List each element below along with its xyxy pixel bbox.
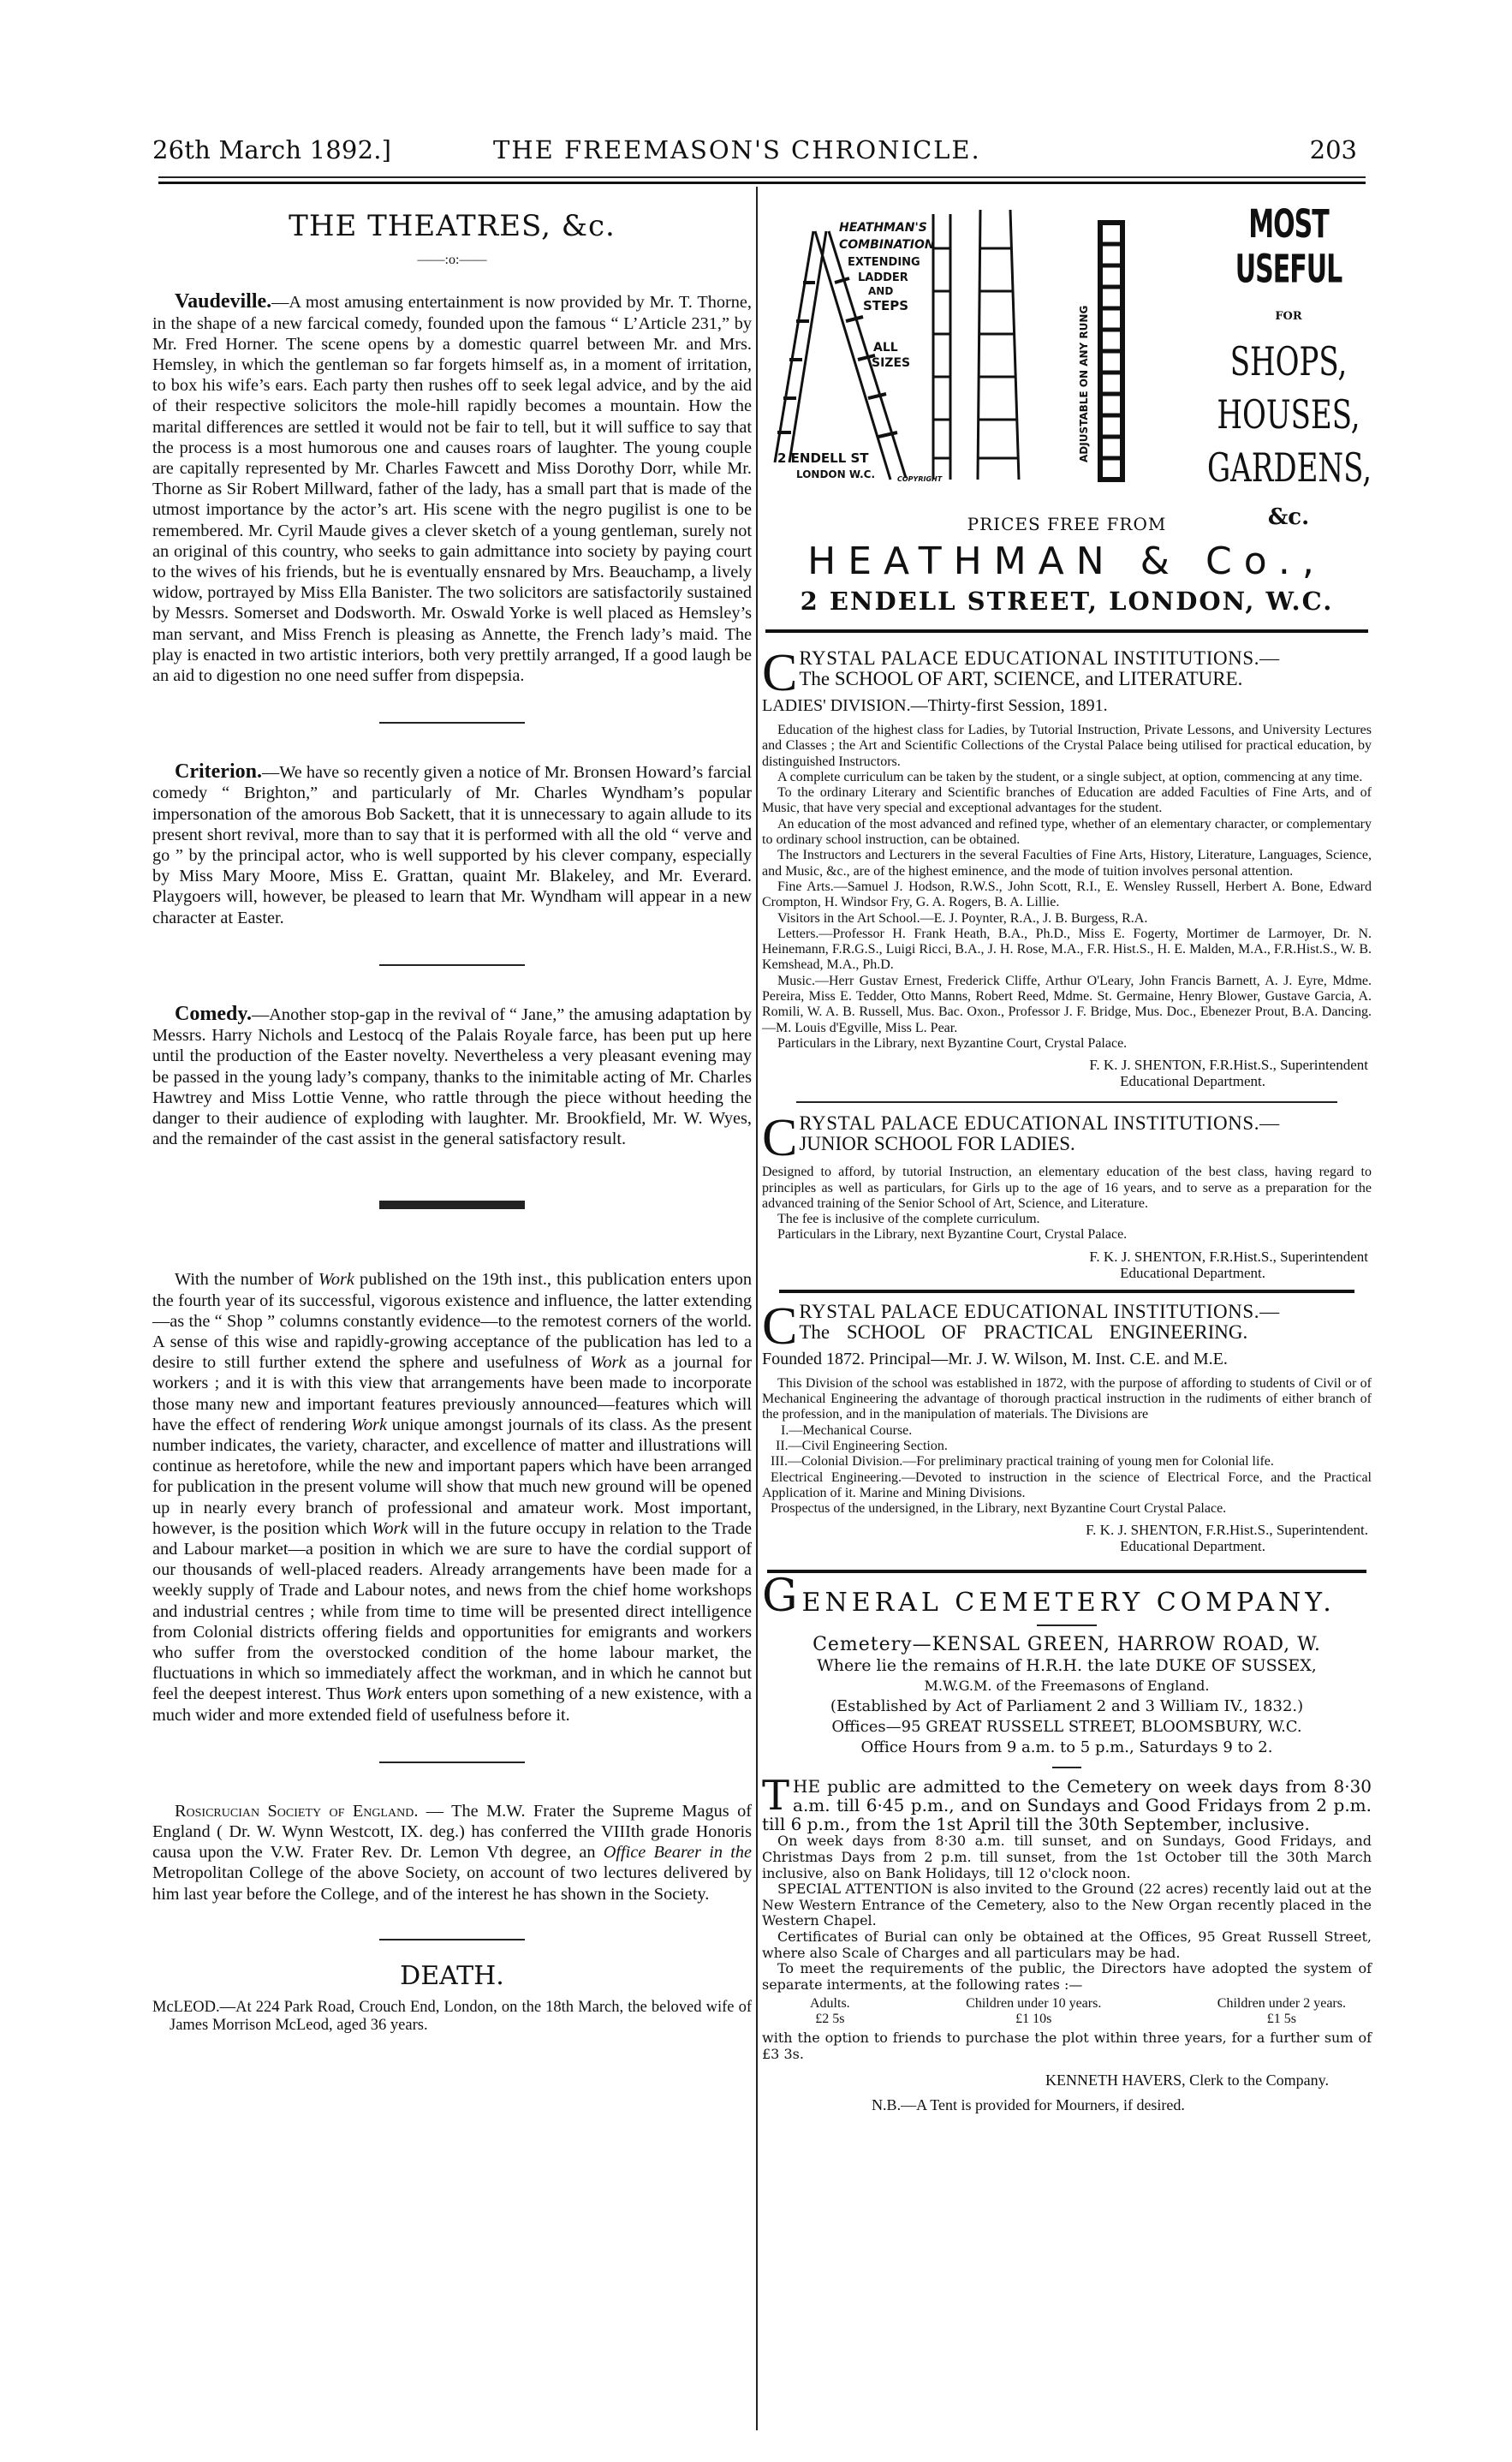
- svg-text:SIZES: SIZES: [872, 356, 911, 370]
- rate-children-10: [966, 1996, 1101, 2027]
- small-rule: [1037, 1624, 1097, 1626]
- italic-work: Work: [318, 1270, 354, 1290]
- svg-text:LADDER: LADDER: [858, 271, 908, 284]
- paragraph: To the ordinary Literary and Scientific branches of Education are added Faculties of Fine Arts, and of Music, that have very special and exceptional advantages for the student.: [762, 785, 1372, 816]
- italic-work: Work: [350, 1415, 388, 1434]
- article-criterion: [152, 761, 752, 928]
- article-body: —Another stop-gap in the revival of “ Jane,” the amusing adaptation by Messrs. Harry Nichols and Lestocq of the Palais Royale farce, has been put up here until the production of the Easter novelty. Nevertheless a very pleasant evening may be passed in the young lady’s company, thanks to the inimitable acting of Mr. Charles Hawtrey and Miss Lottie Venne, who rattle through the piece without heeding the danger to their audience of exploding with laughter. Mr. Brookfield, Mr. W. Wyes, and the remainder of the cast assist in the general satisfactory result.: [152, 1004, 752, 1149]
- ad-subheading: LADIES' DIVISION.—Thirty-first Session, 1891.: [762, 696, 1108, 715]
- double-separator: [379, 1201, 525, 1209]
- masthead: [152, 135, 1398, 170]
- signature: [762, 1057, 1372, 1089]
- text: will in the future occupy in relation to the Trade and Labour market—a position in which we are sure to have the cordial support of our thousands of well-placed readers. Already arrangements have been made for a weekly supply of Trade and Labour notes, and news from the chief home workshops and industrial centres ; while from time to time will be presented direct intelligence from Colonial districts offering fields and opportunities for emigrants and workers who suffer from the overstocked condition of the home labour market, the fluctuations in which so immediately affect the workman, and in which he cannot but feel the deepest interest. Thus: [152, 1518, 752, 1704]
- ad-heading: [762, 644, 1372, 702]
- rate-label: Children under 10 years.: [966, 1996, 1102, 2012]
- signature-dept: Educational Department.: [1120, 1264, 1265, 1281]
- division-item: III.—Colonial Division.—For preliminary practical training of young men for Colonial life.: [771, 1454, 1274, 1469]
- thin-rule: [796, 1101, 1337, 1103]
- heading-line: RYSTAL PALACE EDUCATIONAL INSTITUTIONS.—: [799, 647, 1280, 669]
- thick-rule: [767, 1570, 1366, 1573]
- article-body: —A most amusing entertainment is now provided by Mr. T. Thorne, in the shape of a new farcical comedy, founded upon the famous “ L’Article 231,” by Mr. Fred Horner. The scene opens by a domestic quarrel between Mr. and Mrs. Hemsley, in which the gentleman so far forgets himself as, in a moment of irritation, to box his wife’s ears. Each party then rushes off to seek legal advice, and by the aid of their respective solicitors the mole-hill rapidly becomes a mountain. How the marital differences are settled it would not be fair to tell, but it will suffice to say that the process is a most humorous one and causes roars of laughter. The young couple are capitally represented by Mr. Charles Fawcett and Miss Dorothy Dorr, while Mr. Thorne as Sir Robert Millward, father of the lady, has a small part that is made of the utmost importance by the actor’s art. His scene with the negro pugilist is one to be remembered. Mr. Cyril Maude gives a clever sketch of a young gentleman, surely not an original of this country, who seeks to gain admittance into society by paying court to the wives of his friends, but he is eventually ensnared by Mrs. Beauchamp, a lively widow, portrayed by Miss Ella Banister. The two solicitors are satisfactorily sustained by Messrs. Somerset and Dodsworth. Mr. Oswald Yorke is well placed as Hemsley’s man servant, and Miss French is pleasing as Annette, the French lady’s maid. The play is enacted in two artistic interiors, both very prettily arranged, If a good laugh be an aid to digestion no one need suffer from dispepsia.: [152, 293, 752, 686]
- paragraph: Music.—Herr Gustav Ernest, Frederick Cliffe, Arthur O'Leary, John Francis Barnett, A. J. Eyre, Mdme. Pereira, Miss E. Tedder, Otto Manns, Robert Reed, Mdme. St. Germaine, Henry Blower, Gustave Garcia, A. Romili, W. A. B. Russell, Mus. Bac. Oxon., Professor J. F. Bridge, Mus. Doc., Ebenezer Prout, B.A. Dancing.—M. Louis d'Egville, Miss L. Pear.: [762, 973, 1372, 1035]
- svg-text:EXTENDING: EXTENDING: [848, 256, 920, 269]
- paragraph: [762, 1772, 1372, 1835]
- ad-body: [762, 1772, 1372, 1993]
- ad-heading: [762, 1571, 1372, 1623]
- article-lead: Comedy.: [175, 1002, 252, 1025]
- ad-body: [762, 1161, 1372, 1243]
- italic-text: Office Bearer in the: [603, 1843, 752, 1863]
- paragraph: This Division of the school was established in 1872, with the purpose of affording to students of Civil or of Mechanical Engineering the advantage of thorough practical instruction in the rudiments of either branch of the profession, and in the manipulation of materials. The Divisions are: [762, 1375, 1372, 1422]
- division-item: II.—Civil Engineering Section.: [776, 1438, 948, 1453]
- rate-label: Adults.: [810, 1996, 850, 2012]
- page-number: 203: [1309, 135, 1357, 164]
- crystal-palace-junior-ad: [762, 1109, 1372, 1281]
- italic-work: Work: [372, 1518, 408, 1538]
- paragraph: Particulars in the Library, next Byzantine Court, Crystal Palace.: [777, 1035, 1128, 1051]
- ad-body: [762, 2030, 1372, 2062]
- rates-table: [762, 1996, 1372, 2027]
- death-title: DEATH.: [400, 1960, 504, 1991]
- rate-price: £1 5s: [1266, 2012, 1296, 2027]
- article-lead: Criterion.: [175, 760, 262, 784]
- heading-line: RYSTAL PALACE EDUCATIONAL INSTITUTIONS.—: [799, 1300, 1280, 1322]
- italic-work: Work: [590, 1353, 627, 1373]
- paragraph: Designed to afford, by tutorial Instruction, an elementary education of the best class, having regard to principles as well as particulars, for Girls up to the age of 16 years, and to serve as a preparation for the advanced training of the Senior School of Art, Science, and Literature.: [762, 1165, 1372, 1211]
- company-address: 2 ENDELL STREET, LONDON, W.C.: [800, 587, 1334, 616]
- section-separator: [379, 1762, 525, 1763]
- signature-name: F. K. J. SHENTON, F.R.Hist.S., Superintendent: [1089, 1248, 1368, 1265]
- paragraph: Fine Arts.—Samuel J. Hodson, R.W.S., John Scott, R.I., E. Wensley Russell, Herbert A. Bone, Edward Crompton, H. Windsor Fry, G. A. Rogers, B. A. Lillie.: [762, 879, 1372, 910]
- drop-cap: G: [762, 1571, 802, 1623]
- crystal-palace-engineering-ad: [762, 1297, 1372, 1555]
- thick-rule: [765, 629, 1368, 633]
- paragraph: An education of the most advanced and refined type, whether of an elementary character, or complementary to ordinary school instruction, can be obtained.: [762, 816, 1372, 848]
- svg-text:COPYRIGHT: COPYRIGHT: [897, 475, 943, 483]
- section-separator: [379, 722, 525, 724]
- signature-dept: Educational Department.: [1120, 1073, 1265, 1090]
- issue-date: 26th March 1892.]: [152, 135, 392, 164]
- signature-name: F. K. J. SHENTON, F.R.Hist.S., Superintendent: [1089, 1057, 1368, 1074]
- division-item: I.—Mechanical Course.: [781, 1422, 913, 1438]
- article-body: —We have so recently given a notice of Mr. Bronsen Howard’s farcial comedy “ Brighton,” and particularly of Mr. Charles Wyndham’s popular impersonation of the amorous Bob Sackett, that it is unnecessary to again allude to its present short revival, more than to say that it is performed with all the old “ verve and go ” by the principal actor, who is well supported by his clever company, especially by Miss Mary Moore, Miss E. Grattan, quaint Mr. Blakeley, and Mr. Everard. Playgoers will, however, be pleased to learn that Mr. Wyndham will appear in a new character at Easter.: [152, 763, 752, 927]
- ad-subheading: Founded 1872. Principal—Mr. J. W. Wilson, M. Inst. C.E. and M.E.: [762, 1349, 1228, 1368]
- signature: [762, 1522, 1372, 1554]
- masthead-rule: [158, 176, 1366, 178]
- rate-price: £1 10s: [1015, 2012, 1052, 2027]
- svg-text:AND: AND: [868, 285, 894, 297]
- article-lead: Rosicrucian Society of England.: [175, 1801, 419, 1821]
- death-notice: [152, 1960, 752, 2035]
- signature-dept: Educational Department.: [1120, 1538, 1265, 1555]
- ad-body: [762, 723, 1372, 1052]
- drop-cap: C: [762, 1109, 798, 1168]
- text: unique amongst journals of its class. As the present number indicates, the variety, character, and excellence of matter and illustrations will continue as heretofore, while the new and important papers which have been arranged for publication in the present volume will show that much new ground will be opened up in nearly every branch of professional and amateur work. Most important, however, is the position which: [152, 1415, 752, 1538]
- cemetery-line: Where lie the remains of H.R.H. the late DUKE OF SUSSEX,: [817, 1656, 1317, 1676]
- paragraph: SPECIAL ATTENTION is also invited to the Ground (22 acres) recently laid out at the New Western Entrance of the Cemetery, also to the New Organ recently placed in the Western Chapel.: [762, 1881, 1372, 1929]
- paragraph: Electrical Engineering.—Devoted to instruction in the science of Electrical Force, and the Practical Application of it. Marine and Mining Divisions.: [762, 1469, 1372, 1500]
- general-cemetery-ad: [762, 1571, 1372, 2113]
- svg-text:LONDON W.C.: LONDON W.C.: [796, 468, 876, 480]
- drop-cap: T: [762, 1772, 790, 1821]
- signature-name: F. K. J. SHENTON, F.R.Hist.S., Superintendent.: [1086, 1522, 1368, 1539]
- small-rule: [1052, 1767, 1081, 1768]
- rate-label: Children under 2 years.: [1217, 1996, 1346, 2012]
- rate-adults: [810, 1996, 850, 2027]
- heading-text: ENERAL CEMETERY COMPANY.: [801, 1588, 1336, 1618]
- ad-heading: [762, 1297, 1372, 1356]
- drop-cap: C: [762, 1297, 798, 1356]
- text: enters upon something of a new existence, with a much wider and more extended field of usefulness before it.: [152, 1684, 753, 1725]
- most-useful: MOST USEFUL: [1235, 202, 1342, 293]
- article-vaudeville: [152, 291, 752, 686]
- paragraph: Particulars in the Library, next Byzantine Court, Crystal Palace.: [777, 1227, 1128, 1243]
- paragraph: The fee is inclusive of the complete curriculum.: [777, 1212, 1040, 1227]
- paragraph: with the option to friends to purchase the plot within three years, for a further sum of £3 3s.: [762, 2030, 1372, 2062]
- article-lead: Vaudeville.: [175, 290, 272, 313]
- nota-bene: N.B.—A Tent is provided for Mourners, if desired.: [872, 2095, 1185, 2113]
- column-divider: [756, 187, 758, 2430]
- paragraph: Letters.—Professor H. Frank Heath, B.A., Ph.D., Miss E. Fogerty, Mortimer de Larmoyer, Dr. N. Heinemann, F.R.G.S., Luigi Ricci, B.A., J. H. Rose, M.A., F.R. Hist.S., H. E. Malden, M.A., F.R.Hist.S., W. B. Kemshead, M.A., Ph.D.: [762, 926, 1372, 973]
- death-body: —At 224 Park Road, Crouch End, London, on the 18th March, the beloved wife of James Morrison McLeod, aged 36 years.: [170, 1999, 752, 2034]
- thick-rule: [779, 1290, 1354, 1293]
- rate-price: £2 5s: [815, 2012, 845, 2027]
- ladder-illustration-icon: [762, 206, 1199, 497]
- signature: [762, 1249, 1372, 1281]
- gardens-label: GARDENS,: [1207, 445, 1372, 492]
- cemetery-offices: Offices—95 GREAT RUSSELL STREET, BLOOMSBURY, W.C.: [831, 1718, 1302, 1737]
- ad-tagline: [1207, 202, 1372, 530]
- death-lead: McLEOD.: [152, 1999, 220, 2016]
- svg-text:ALL: ALL: [873, 341, 898, 355]
- svg-text:COMBINATION: COMBINATION: [839, 238, 935, 252]
- prices-free-from: PRICES FREE FROM: [967, 514, 1167, 534]
- text: — The M.W. Frater the Supreme Magus of England ( Dr. W. Wynn Westcott, IX. deg.) has conferred the VIIIth grade Honoris causa upon the V.W. Frater Rev. Dr. Lemon Vth degree, an: [152, 1801, 752, 1863]
- paragraph: On week days from 8·30 a.m. till sunset, and on Sundays, Good Fridays, and Christmas Days from 2 p.m. till sunset, from the 1st October till the 30th March inclusive, also on Bank Holidays, till 12 o'clock noon.: [762, 1833, 1372, 1881]
- italic-work: Work: [365, 1684, 402, 1704]
- paragraph: The Instructors and Lecturers in the several Faculties of Fine Arts, History, Literature, Languages, Science, and Music, &c., are of the highest eminence, and the mode of tuition involves personal attention.: [762, 848, 1372, 879]
- article-work: [152, 1269, 752, 1725]
- for-label: FOR: [1275, 310, 1302, 323]
- paragraph: To meet the requirements of the public, the Directors have adopted the system of separate interments, at the following rates :—: [762, 1960, 1372, 1993]
- cemetery-line: M.W.G.M. of the Freemasons of England.: [924, 1678, 1210, 1695]
- text: published on the 19th inst., this publication enters upon the fourth year of its successful, vigorous existence and influence, the latter extending—as the “ Shop ” columns constantly evidence—to the remotest corners of the world. A sense of this wise and rapidly-growing acceptance of the publication has led to a desire to still further extend the sphere and usefulness of: [152, 1270, 752, 1373]
- text: With the number of: [175, 1270, 318, 1290]
- office-hours: Office Hours from 9 a.m. to 5 p.m., Saturdays 9 to 2.: [860, 1738, 1273, 1757]
- masthead-rule-thick: [158, 182, 1366, 184]
- svg-text:STEPS: STEPS: [863, 298, 909, 313]
- rate-children-2: [1217, 1996, 1346, 2027]
- ad-body: [762, 1376, 1372, 1517]
- section-separator: [379, 1939, 525, 1940]
- paragraph: A complete curriculum can be taken by the student, or a single subject, at option, commencing at any time.: [777, 769, 1363, 784]
- shops-label: SHOPS,: [1229, 339, 1348, 385]
- ad-heading: [762, 1109, 1372, 1168]
- heading-line: RYSTAL PALACE EDUCATIONAL INSTITUTIONS.—: [799, 1112, 1280, 1135]
- heading-line: The SCHOOL OF ART, SCIENCE, and LITERATURE.: [799, 668, 1243, 689]
- paragraph: Prospectus of the undersigned, in the Library, next Byzantine Court Crystal Palace.: [771, 1501, 1227, 1517]
- text: as a journal for workers ; and it is with this view that arrangements have been made to incorporate those many new and important features previously announced—features which will have the effect of rendering: [152, 1353, 752, 1434]
- heading-line: JUNIOR SCHOOL FOR LADIES.: [799, 1133, 1075, 1155]
- right-column: [762, 202, 1372, 2114]
- paragraph: Education of the highest class for Ladies, by Tutorial Instruction, Private Lessons, and University Lectures and Classes ; the Art and Scientific Collections of the Crystal Palace being utilised for practical education, by distinguished Instructors.: [762, 723, 1372, 769]
- paragraph: Certificates of Burial can only be obtained at the Offices, 95 Great Russell Street, where also Scale of Charges and all particulars may be had.: [762, 1928, 1372, 1961]
- svg-text:2 ENDELL ST: 2 ENDELL ST: [777, 450, 869, 466]
- etc-label: &c.: [1267, 504, 1310, 530]
- cemetery-line: (Established by Act of Parliament 2 and 3 William IV., 1832.): [830, 1697, 1304, 1716]
- clerk-signature: KENNETH HAVERS, Clerk to the Company.: [1045, 2071, 1329, 2089]
- drop-cap: C: [762, 644, 798, 702]
- svg-text:HEATHMAN'S: HEATHMAN'S: [839, 221, 927, 235]
- text: Metropolitan College of the above Society, on account of two lectures delivered by him last year before the College, and of the interest he has shown in the Society.: [152, 1863, 752, 1904]
- cemetery-location: Cemetery—KENSAL GREEN, HARROW ROAD, W.: [813, 1634, 1321, 1656]
- heading-line: The SCHOOL OF PRACTICAL ENGINEERING.: [799, 1320, 1248, 1343]
- article-comedy: [152, 1004, 752, 1149]
- article-rosicrucian: [152, 1801, 752, 1905]
- publication-title: THE FREEMASON'S CHRONICLE.: [493, 135, 981, 164]
- section-separator: [379, 964, 525, 966]
- svg-text:ADJUSTABLE ON ANY RUNG: ADJUSTABLE ON ANY RUNG: [1078, 305, 1090, 462]
- paragraph-text: HE public are admitted to the Cemetery on week days from 8·30 a.m. till 6·45 p.m., and on Sundays and Good Fridays from 2 p.m. till 6 p.m., from the 1st April till the 30th September, inclusive.: [762, 1776, 1372, 1835]
- left-column: [152, 206, 752, 2035]
- ornament-divider: ——:o:——: [417, 253, 487, 268]
- crystal-palace-ladies-ad: [762, 644, 1372, 1090]
- paragraph: Visitors in the Art School.—E. J. Poynter, R.A., J. B. Burgess, R.A.: [777, 910, 1148, 926]
- company-name: HEATHMAN & Co.,: [807, 539, 1326, 583]
- houses-label: HOUSES,: [1217, 392, 1360, 438]
- section-title: THE THEATRES, &c.: [289, 209, 616, 243]
